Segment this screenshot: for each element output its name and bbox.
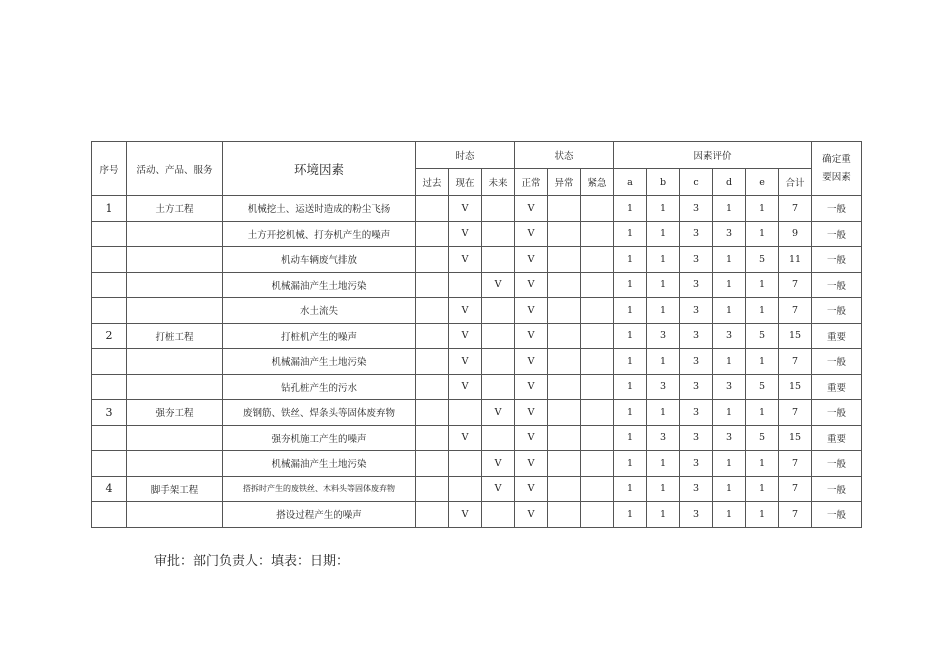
seq-cell bbox=[92, 247, 127, 273]
seq-cell: 2 bbox=[92, 323, 127, 349]
header-seq: 序号 bbox=[92, 142, 127, 196]
table-body bbox=[92, 196, 862, 528]
e-cell: 5 bbox=[746, 247, 779, 273]
abnormal-cell bbox=[548, 476, 581, 502]
abnormal-cell bbox=[548, 298, 581, 324]
emergency-cell bbox=[581, 196, 614, 222]
header-abnormal: 异常 bbox=[548, 169, 581, 196]
emergency-cell bbox=[581, 221, 614, 247]
future-cell: V bbox=[482, 451, 515, 477]
table-row bbox=[92, 349, 862, 375]
table-row bbox=[92, 425, 862, 451]
d-cell: 1 bbox=[713, 272, 746, 298]
total-cell: 15 bbox=[779, 425, 812, 451]
seq-cell bbox=[92, 451, 127, 477]
factor-cell: 机械漏油产生土地污染 bbox=[223, 349, 416, 375]
future-cell bbox=[482, 502, 515, 528]
present-cell bbox=[449, 476, 482, 502]
b-cell: 1 bbox=[647, 349, 680, 375]
total-cell: 7 bbox=[779, 502, 812, 528]
result-cell: 一般 bbox=[812, 451, 862, 477]
activity-cell: 脚手架工程 bbox=[127, 476, 223, 502]
c-cell: 3 bbox=[680, 400, 713, 426]
e-cell: 1 bbox=[746, 221, 779, 247]
a-cell: 1 bbox=[614, 272, 647, 298]
c-cell: 3 bbox=[680, 247, 713, 273]
future-cell bbox=[482, 196, 515, 222]
e-cell: 1 bbox=[746, 451, 779, 477]
d-cell: 3 bbox=[713, 425, 746, 451]
table-row bbox=[92, 400, 862, 426]
future-cell: V bbox=[482, 400, 515, 426]
total-cell: 7 bbox=[779, 451, 812, 477]
table-row bbox=[92, 298, 862, 324]
c-cell: 3 bbox=[680, 272, 713, 298]
factor-cell: 土方开挖机械、打夯机产生的噪声 bbox=[223, 221, 416, 247]
abnormal-cell bbox=[548, 502, 581, 528]
past-cell bbox=[416, 374, 449, 400]
activity-cell bbox=[127, 272, 223, 298]
a-cell: 1 bbox=[614, 451, 647, 477]
normal-cell: V bbox=[515, 298, 548, 324]
past-cell bbox=[416, 298, 449, 324]
factor-cell: 水土流失 bbox=[223, 298, 416, 324]
normal-cell: V bbox=[515, 400, 548, 426]
c-cell: 3 bbox=[680, 451, 713, 477]
a-cell: 1 bbox=[614, 374, 647, 400]
emergency-cell bbox=[581, 502, 614, 528]
result-cell: 一般 bbox=[812, 502, 862, 528]
total-cell: 9 bbox=[779, 221, 812, 247]
c-cell: 3 bbox=[680, 221, 713, 247]
header-future: 未来 bbox=[482, 169, 515, 196]
total-cell: 7 bbox=[779, 476, 812, 502]
total-cell: 7 bbox=[779, 298, 812, 324]
present-cell: V bbox=[449, 247, 482, 273]
normal-cell: V bbox=[515, 374, 548, 400]
emergency-cell bbox=[581, 400, 614, 426]
e-cell: 1 bbox=[746, 349, 779, 375]
future-cell bbox=[482, 425, 515, 451]
future-cell: V bbox=[482, 476, 515, 502]
c-cell: 3 bbox=[680, 374, 713, 400]
table-row bbox=[92, 451, 862, 477]
factor-cell: 废钢筋、铁丝、焊条头等固体废弃物 bbox=[223, 400, 416, 426]
past-cell bbox=[416, 451, 449, 477]
seq-cell bbox=[92, 221, 127, 247]
activity-cell bbox=[127, 298, 223, 324]
b-cell: 1 bbox=[647, 247, 680, 273]
emergency-cell bbox=[581, 476, 614, 502]
future-cell bbox=[482, 221, 515, 247]
e-cell: 1 bbox=[746, 196, 779, 222]
abnormal-cell bbox=[548, 349, 581, 375]
abnormal-cell bbox=[548, 221, 581, 247]
past-cell bbox=[416, 272, 449, 298]
table-row bbox=[92, 323, 862, 349]
b-cell: 3 bbox=[647, 323, 680, 349]
past-cell bbox=[416, 323, 449, 349]
result-cell: 重要 bbox=[812, 323, 862, 349]
table-row bbox=[92, 196, 862, 222]
activity-cell bbox=[127, 349, 223, 375]
result-cell: 一般 bbox=[812, 247, 862, 273]
factor-cell: 强夯机施工产生的噪声 bbox=[223, 425, 416, 451]
header-present: 现在 bbox=[449, 169, 482, 196]
b-cell: 3 bbox=[647, 374, 680, 400]
header-total: 合计 bbox=[779, 169, 812, 196]
b-cell: 1 bbox=[647, 451, 680, 477]
factor-cell: 机械漏油产生土地污染 bbox=[223, 451, 416, 477]
future-cell bbox=[482, 247, 515, 273]
seq-cell bbox=[92, 502, 127, 528]
d-cell: 1 bbox=[713, 298, 746, 324]
e-cell: 5 bbox=[746, 323, 779, 349]
abnormal-cell bbox=[548, 400, 581, 426]
activity-cell bbox=[127, 374, 223, 400]
normal-cell: V bbox=[515, 476, 548, 502]
d-cell: 3 bbox=[713, 221, 746, 247]
header-b: b bbox=[647, 169, 680, 196]
seq-cell bbox=[92, 374, 127, 400]
c-cell: 3 bbox=[680, 502, 713, 528]
e-cell: 5 bbox=[746, 425, 779, 451]
table-row bbox=[92, 272, 862, 298]
present-cell: V bbox=[449, 221, 482, 247]
b-cell: 1 bbox=[647, 476, 680, 502]
future-cell bbox=[482, 323, 515, 349]
normal-cell: V bbox=[515, 221, 548, 247]
table-row bbox=[92, 247, 862, 273]
header-e: e bbox=[746, 169, 779, 196]
seq-cell: 1 bbox=[92, 196, 127, 222]
emergency-cell bbox=[581, 349, 614, 375]
abnormal-cell bbox=[548, 374, 581, 400]
b-cell: 1 bbox=[647, 221, 680, 247]
past-cell bbox=[416, 196, 449, 222]
normal-cell: V bbox=[515, 349, 548, 375]
header-emergency: 紧急 bbox=[581, 169, 614, 196]
result-cell: 一般 bbox=[812, 349, 862, 375]
b-cell: 1 bbox=[647, 502, 680, 528]
past-cell bbox=[416, 476, 449, 502]
future-cell bbox=[482, 298, 515, 324]
d-cell: 3 bbox=[713, 374, 746, 400]
abnormal-cell bbox=[548, 323, 581, 349]
present-cell bbox=[449, 400, 482, 426]
emergency-cell bbox=[581, 247, 614, 273]
abnormal-cell bbox=[548, 451, 581, 477]
normal-cell: V bbox=[515, 196, 548, 222]
total-cell: 15 bbox=[779, 374, 812, 400]
a-cell: 1 bbox=[614, 298, 647, 324]
d-cell: 1 bbox=[713, 451, 746, 477]
d-cell: 1 bbox=[713, 476, 746, 502]
past-cell bbox=[416, 425, 449, 451]
e-cell: 5 bbox=[746, 374, 779, 400]
header-activity: 活动、产品、服务 bbox=[127, 142, 223, 196]
normal-cell: V bbox=[515, 323, 548, 349]
e-cell: 1 bbox=[746, 476, 779, 502]
a-cell: 1 bbox=[614, 476, 647, 502]
header-important-line2: 要因素 bbox=[822, 171, 851, 183]
environmental-factor-table bbox=[91, 141, 862, 528]
d-cell: 1 bbox=[713, 349, 746, 375]
past-cell bbox=[416, 247, 449, 273]
past-cell bbox=[416, 502, 449, 528]
total-cell: 7 bbox=[779, 349, 812, 375]
seq-cell: 3 bbox=[92, 400, 127, 426]
header-a: a bbox=[614, 169, 647, 196]
normal-cell: V bbox=[515, 272, 548, 298]
d-cell: 1 bbox=[713, 247, 746, 273]
seq-cell bbox=[92, 298, 127, 324]
emergency-cell bbox=[581, 272, 614, 298]
normal-cell: V bbox=[515, 451, 548, 477]
a-cell: 1 bbox=[614, 425, 647, 451]
emergency-cell bbox=[581, 451, 614, 477]
c-cell: 3 bbox=[680, 476, 713, 502]
table-row bbox=[92, 502, 862, 528]
abnormal-cell bbox=[548, 196, 581, 222]
present-cell bbox=[449, 451, 482, 477]
activity-cell bbox=[127, 502, 223, 528]
table-row bbox=[92, 374, 862, 400]
header-important bbox=[812, 142, 862, 196]
present-cell: V bbox=[449, 425, 482, 451]
header-state: 状态 bbox=[515, 142, 614, 169]
seq-cell bbox=[92, 425, 127, 451]
emergency-cell bbox=[581, 425, 614, 451]
factor-cell: 机械挖土、运送时造成的粉尘飞扬 bbox=[223, 196, 416, 222]
header-c: c bbox=[680, 169, 713, 196]
factor-cell: 搭拆时产生的废铁丝、木料头等固体废弃物 bbox=[223, 476, 416, 502]
future-cell: V bbox=[482, 272, 515, 298]
emergency-cell bbox=[581, 298, 614, 324]
a-cell: 1 bbox=[614, 323, 647, 349]
result-cell: 一般 bbox=[812, 221, 862, 247]
present-cell: V bbox=[449, 374, 482, 400]
past-cell bbox=[416, 400, 449, 426]
a-cell: 1 bbox=[614, 400, 647, 426]
result-cell: 一般 bbox=[812, 476, 862, 502]
e-cell: 1 bbox=[746, 298, 779, 324]
total-cell: 7 bbox=[779, 272, 812, 298]
header-tense: 时态 bbox=[416, 142, 515, 169]
present-cell: V bbox=[449, 323, 482, 349]
c-cell: 3 bbox=[680, 298, 713, 324]
normal-cell: V bbox=[515, 425, 548, 451]
header-important-line1: 确定重 bbox=[822, 153, 851, 165]
future-cell bbox=[482, 349, 515, 375]
present-cell bbox=[449, 272, 482, 298]
past-cell bbox=[416, 221, 449, 247]
c-cell: 3 bbox=[680, 323, 713, 349]
header-past: 过去 bbox=[416, 169, 449, 196]
table-row bbox=[92, 476, 862, 502]
present-cell: V bbox=[449, 502, 482, 528]
normal-cell: V bbox=[515, 502, 548, 528]
emergency-cell bbox=[581, 374, 614, 400]
result-cell: 一般 bbox=[812, 196, 862, 222]
factor-cell: 搭设过程产生的噪声 bbox=[223, 502, 416, 528]
c-cell: 3 bbox=[680, 196, 713, 222]
d-cell: 1 bbox=[713, 196, 746, 222]
activity-cell bbox=[127, 425, 223, 451]
header-evaluation: 因素评价 bbox=[614, 142, 812, 169]
e-cell: 1 bbox=[746, 400, 779, 426]
b-cell: 1 bbox=[647, 272, 680, 298]
factor-cell: 机械漏油产生土地污染 bbox=[223, 272, 416, 298]
total-cell: 7 bbox=[779, 400, 812, 426]
emergency-cell bbox=[581, 323, 614, 349]
total-cell: 15 bbox=[779, 323, 812, 349]
total-cell: 11 bbox=[779, 247, 812, 273]
present-cell: V bbox=[449, 298, 482, 324]
b-cell: 3 bbox=[647, 425, 680, 451]
c-cell: 3 bbox=[680, 349, 713, 375]
header-d: d bbox=[713, 169, 746, 196]
normal-cell: V bbox=[515, 247, 548, 273]
seq-cell: 4 bbox=[92, 476, 127, 502]
future-cell bbox=[482, 374, 515, 400]
present-cell: V bbox=[449, 196, 482, 222]
factor-cell: 机动车辆废气排放 bbox=[223, 247, 416, 273]
present-cell: V bbox=[449, 349, 482, 375]
result-cell: 重要 bbox=[812, 374, 862, 400]
activity-cell: 土方工程 bbox=[127, 196, 223, 222]
table-row bbox=[92, 221, 862, 247]
a-cell: 1 bbox=[614, 349, 647, 375]
abnormal-cell bbox=[548, 425, 581, 451]
abnormal-cell bbox=[548, 247, 581, 273]
d-cell: 3 bbox=[713, 323, 746, 349]
total-cell: 7 bbox=[779, 196, 812, 222]
activity-cell bbox=[127, 247, 223, 273]
e-cell: 1 bbox=[746, 502, 779, 528]
result-cell: 一般 bbox=[812, 272, 862, 298]
a-cell: 1 bbox=[614, 502, 647, 528]
c-cell: 3 bbox=[680, 425, 713, 451]
result-cell: 一般 bbox=[812, 298, 862, 324]
result-cell: 重要 bbox=[812, 425, 862, 451]
abnormal-cell bbox=[548, 272, 581, 298]
header-normal: 正常 bbox=[515, 169, 548, 196]
past-cell bbox=[416, 349, 449, 375]
activity-cell: 强夯工程 bbox=[127, 400, 223, 426]
header-factor: 环境因素 bbox=[223, 142, 416, 196]
factor-cell: 钻孔桩产生的污水 bbox=[223, 374, 416, 400]
activity-cell bbox=[127, 451, 223, 477]
d-cell: 1 bbox=[713, 400, 746, 426]
d-cell: 1 bbox=[713, 502, 746, 528]
b-cell: 1 bbox=[647, 400, 680, 426]
seq-cell bbox=[92, 272, 127, 298]
seq-cell bbox=[92, 349, 127, 375]
a-cell: 1 bbox=[614, 247, 647, 273]
result-cell: 一般 bbox=[812, 400, 862, 426]
e-cell: 1 bbox=[746, 272, 779, 298]
factor-cell: 打桩机产生的噪声 bbox=[223, 323, 416, 349]
a-cell: 1 bbox=[614, 196, 647, 222]
activity-cell bbox=[127, 221, 223, 247]
activity-cell: 打桩工程 bbox=[127, 323, 223, 349]
b-cell: 1 bbox=[647, 298, 680, 324]
b-cell: 1 bbox=[647, 196, 680, 222]
approval-footer: 审批：部门负责人：填表：日期： bbox=[154, 554, 350, 569]
a-cell: 1 bbox=[614, 221, 647, 247]
